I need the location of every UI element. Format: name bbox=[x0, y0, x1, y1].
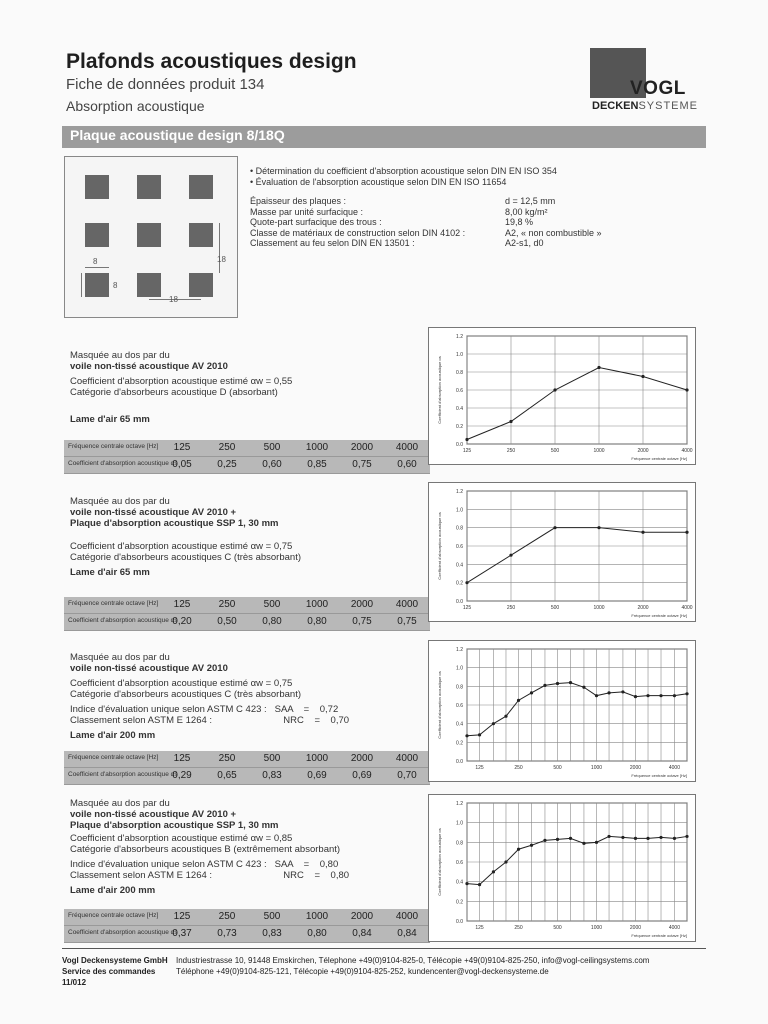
dimension-label: 8 bbox=[113, 281, 118, 290]
data-point bbox=[685, 835, 688, 838]
property-label: Classement au feu selon DIN EN 13501 : bbox=[250, 238, 415, 248]
data-point bbox=[553, 388, 556, 391]
data-point bbox=[597, 366, 600, 369]
section-air-gap: Lame d'air 65 mm bbox=[70, 414, 150, 425]
frequency-cell: 500 bbox=[263, 753, 281, 764]
footer-right bbox=[176, 955, 649, 977]
section-air-gap: Lame d'air 65 mm bbox=[70, 567, 150, 578]
coefficient-cell: 0,84 bbox=[397, 928, 417, 939]
coefficient-cell: 0,83 bbox=[262, 928, 282, 939]
x-tick-label: 1000 bbox=[590, 925, 603, 931]
coefficient-cell: 0,65 bbox=[217, 770, 237, 781]
dimension-line bbox=[85, 267, 109, 268]
y-tick-label: 0.6 bbox=[456, 860, 463, 866]
chart-svg bbox=[429, 483, 695, 621]
section-line: Masquée au dos par du bbox=[70, 496, 170, 507]
section-index: Indice d'évaluation unique selon ASTM C 423 : SAA = 0,80 bbox=[70, 859, 339, 870]
frequency-cell: 4000 bbox=[395, 753, 419, 764]
y-tick-label: 0.0 bbox=[456, 919, 463, 925]
footer-code: 11/012 bbox=[62, 978, 87, 987]
y-tick-label: 0.2 bbox=[456, 740, 463, 747]
data-point bbox=[465, 734, 468, 737]
data-point bbox=[465, 882, 468, 885]
y-tick-label: 0.4 bbox=[456, 879, 463, 886]
property-value: A2-s1, d0 bbox=[505, 238, 544, 248]
frequency-cell: 1000 bbox=[305, 599, 329, 610]
data-point bbox=[673, 837, 676, 840]
table-row bbox=[64, 926, 430, 943]
y-tick-label: 0.6 bbox=[456, 703, 463, 709]
data-point bbox=[685, 388, 688, 391]
chart-svg bbox=[429, 641, 695, 781]
section-line-bold: Plaque d'absorption acoustique SSP 1, 30 mm bbox=[70, 820, 279, 831]
x-tick-label: 2000 bbox=[629, 925, 642, 931]
data-point bbox=[595, 841, 598, 844]
x-tick-label: 1000 bbox=[590, 765, 603, 771]
frequency-cell: 250 bbox=[218, 442, 236, 453]
coefficient-label: Coefficient d'absorption acoustique αs bbox=[68, 460, 178, 467]
property-label: Quote-part surfacique des trous : bbox=[250, 217, 382, 227]
section-3-text bbox=[70, 652, 349, 741]
frequency-cell: 4000 bbox=[395, 599, 419, 610]
perforation-square bbox=[85, 223, 109, 247]
frequency-cell: 1000 bbox=[305, 442, 329, 453]
data-point bbox=[509, 554, 512, 557]
coefficient-label: Coefficient d'absorption acoustique αs bbox=[68, 771, 178, 778]
frequency-label: Fréquence centrale octave [Hz] bbox=[68, 754, 159, 761]
x-tick-label: 1000 bbox=[593, 448, 605, 454]
section-index: Indice d'évaluation unique selon ASTM C 423 : SAA = 0,72 bbox=[70, 704, 339, 715]
y-tick-label: 0.4 bbox=[456, 562, 463, 569]
section-4-text bbox=[70, 798, 349, 896]
x-tick-label: 125 bbox=[475, 925, 484, 931]
frequency-cell: 125 bbox=[173, 442, 191, 453]
x-tick-label: 500 bbox=[553, 765, 562, 771]
footer-company: Vogl Deckensysteme GmbH bbox=[62, 956, 168, 965]
y-tick-label: 0.4 bbox=[456, 406, 463, 412]
coefficient-cell: 0,84 bbox=[352, 928, 372, 939]
data-point bbox=[595, 694, 598, 697]
data-point bbox=[504, 860, 507, 863]
data-point bbox=[646, 694, 649, 697]
page-title: Plafonds acoustiques design bbox=[66, 50, 357, 73]
property-label: Épaisseur des plaques : bbox=[250, 196, 347, 206]
chart-svg bbox=[429, 328, 695, 464]
perforation-square bbox=[137, 273, 161, 297]
dimension-label: 8 bbox=[93, 257, 98, 266]
dimension-label: 18 bbox=[169, 295, 178, 304]
y-axis-label: Coefficient d'absorption acoustique αs bbox=[437, 356, 442, 424]
frequency-cell: 1000 bbox=[305, 753, 329, 764]
section-class: Classement selon ASTM E 1264 : NRC = 0,80 bbox=[70, 870, 350, 881]
coefficient-cell: 0,60 bbox=[397, 459, 417, 470]
section-air-gap: Lame d'air 200 mm bbox=[70, 885, 156, 896]
data-point bbox=[673, 694, 676, 697]
frequency-cell: 125 bbox=[173, 599, 191, 610]
data-point bbox=[569, 681, 572, 684]
x-tick-label: 2000 bbox=[629, 765, 642, 771]
y-axis-label: Coefficient d'absorption acoustique αs bbox=[437, 671, 442, 739]
y-axis-label: Coefficient d'absorption acoustique αs bbox=[437, 828, 442, 896]
property-label: Classe de matériaux de construction selon DIN 4102 : bbox=[250, 227, 466, 238]
data-point bbox=[509, 420, 512, 423]
frequency-cell: 250 bbox=[218, 911, 236, 922]
section-4-table bbox=[64, 909, 430, 943]
x-axis-label: Fréquence centrale octave [Hz] bbox=[631, 773, 687, 778]
series-line bbox=[467, 683, 687, 736]
data-point bbox=[530, 844, 533, 847]
y-tick-label: 1.0 bbox=[456, 507, 463, 514]
property-value: 19,8 % bbox=[505, 217, 534, 227]
property-values bbox=[505, 196, 602, 249]
perforation-square bbox=[85, 175, 109, 199]
section-coef: Coefficient d'absorption acoustique estimé αw = 0,55 bbox=[70, 376, 293, 387]
y-tick-label: 1.2 bbox=[456, 489, 463, 495]
coefficient-cell: 0,20 bbox=[172, 616, 192, 627]
perforation-drawing bbox=[64, 156, 238, 318]
data-point bbox=[641, 375, 644, 378]
table-row bbox=[64, 440, 430, 457]
standard-item: • Détermination du coefficient d'absorption acoustique selon DIN EN ISO 354 bbox=[250, 166, 557, 176]
data-point bbox=[685, 531, 688, 534]
product-name: Plaque acoustique design 8/18Q bbox=[70, 127, 285, 143]
x-tick-label: 125 bbox=[475, 765, 484, 771]
section-coef: Coefficient d'absorption acoustique estimé αw = 0,85 bbox=[70, 833, 293, 844]
data-point bbox=[634, 695, 637, 698]
section-1-table bbox=[64, 440, 430, 474]
section-category: Catégorie d'absorbeurs acoustique D (absorbant) bbox=[70, 387, 278, 398]
coefficient-cell: 0,70 bbox=[397, 770, 417, 781]
logo-tagline: DECKENSYSTEME bbox=[592, 100, 699, 112]
x-tick-label: 250 bbox=[506, 448, 516, 454]
coefficient-label: Coefficient d'absorption acoustique αs bbox=[68, 929, 178, 936]
y-tick-label: 0.2 bbox=[456, 899, 463, 906]
x-tick-label: 125 bbox=[462, 605, 472, 611]
coefficient-cell: 0,73 bbox=[217, 928, 237, 939]
table-row bbox=[64, 768, 430, 785]
section-line: Masquée au dos par du bbox=[70, 798, 170, 809]
frequency-cell: 1000 bbox=[305, 911, 329, 922]
y-tick-label: 1.0 bbox=[456, 352, 463, 358]
dimension-line bbox=[81, 273, 82, 297]
frequency-cell: 250 bbox=[218, 753, 236, 764]
table-row bbox=[64, 909, 430, 926]
y-tick-label: 0.6 bbox=[456, 388, 463, 394]
data-point bbox=[478, 733, 481, 736]
x-axis-label: Fréquence centrale octave [Hz] bbox=[631, 456, 687, 461]
frequency-cell: 2000 bbox=[350, 753, 374, 764]
y-tick-label: 0.2 bbox=[456, 424, 463, 430]
frequency-cell: 2000 bbox=[350, 911, 374, 922]
data-point bbox=[607, 691, 610, 694]
perforation-square bbox=[189, 175, 213, 199]
data-point bbox=[465, 438, 468, 441]
property-value: 8,00 kg/m² bbox=[505, 206, 548, 217]
coefficient-cell: 0,37 bbox=[172, 928, 192, 939]
x-tick-label: 2000 bbox=[637, 605, 649, 611]
coefficient-cell: 0,75 bbox=[352, 616, 372, 627]
x-axis-label: Fréquence centrale octave [Hz] bbox=[631, 613, 687, 618]
y-tick-label: 0.0 bbox=[456, 759, 463, 765]
frequency-cell: 4000 bbox=[395, 911, 419, 922]
section-line-bold: voile non-tissé acoustique AV 2010 bbox=[70, 361, 228, 372]
y-tick-label: 1.2 bbox=[456, 801, 463, 807]
y-tick-label: 0.0 bbox=[456, 599, 463, 605]
perforation-square bbox=[137, 175, 161, 199]
data-point bbox=[517, 848, 520, 851]
x-tick-label: 250 bbox=[514, 925, 523, 931]
standards-list bbox=[250, 166, 557, 188]
frequency-cell: 4000 bbox=[395, 442, 419, 453]
data-point bbox=[582, 686, 585, 689]
data-point bbox=[553, 526, 556, 529]
section-4-chart bbox=[428, 794, 696, 942]
data-point bbox=[504, 715, 507, 718]
section-line-bold: voile non-tissé acoustique AV 2010 + bbox=[70, 809, 237, 820]
section-air-gap: Lame d'air 200 mm bbox=[70, 730, 156, 741]
x-tick-label: 2000 bbox=[637, 448, 649, 454]
y-tick-label: 1.2 bbox=[456, 334, 463, 340]
coefficient-cell: 0,25 bbox=[217, 459, 237, 470]
data-point bbox=[597, 526, 600, 529]
section-line: Masquée au dos par du bbox=[70, 652, 170, 663]
data-point bbox=[543, 684, 546, 687]
coefficient-cell: 0,50 bbox=[217, 616, 237, 627]
coefficient-cell: 0,69 bbox=[307, 770, 327, 781]
data-point bbox=[465, 581, 468, 584]
y-tick-label: 0.8 bbox=[456, 840, 463, 847]
data-point bbox=[556, 682, 559, 685]
coefficient-cell: 0,75 bbox=[397, 616, 417, 627]
footer-address: Industriestrasse 10, 91448 Emskirchen, Télephone +49(0)9104-825-0, Télécopie +49(0)9104-825-250, info@vogl-ceilingsystems.com bbox=[176, 956, 650, 965]
y-tick-label: 0.6 bbox=[456, 544, 463, 550]
frequency-cell: 125 bbox=[173, 753, 191, 764]
data-point bbox=[492, 722, 495, 725]
section-1-text bbox=[70, 350, 292, 425]
data-point bbox=[621, 690, 624, 693]
frequency-cell: 500 bbox=[263, 911, 281, 922]
coefficient-cell: 0,85 bbox=[307, 459, 327, 470]
data-point bbox=[607, 835, 610, 838]
coefficient-cell: 0,60 bbox=[262, 459, 282, 470]
perforation-square bbox=[137, 223, 161, 247]
frequency-label: Fréquence centrale octave [Hz] bbox=[68, 443, 159, 450]
y-tick-label: 0.4 bbox=[456, 721, 463, 728]
section-category: Catégorie d'absorbeurs acoustiques C (très absorbant) bbox=[70, 689, 301, 700]
data-point bbox=[659, 694, 662, 697]
y-tick-label: 1.0 bbox=[456, 820, 463, 827]
coefficient-cell: 0,29 bbox=[172, 770, 192, 781]
property-labels bbox=[250, 196, 465, 249]
x-tick-label: 125 bbox=[462, 448, 472, 454]
data-point bbox=[634, 837, 637, 840]
perforation-square bbox=[189, 223, 213, 247]
y-tick-label: 1.0 bbox=[456, 665, 463, 672]
data-point bbox=[478, 883, 481, 886]
data-point bbox=[530, 691, 533, 694]
coefficient-cell: 0,80 bbox=[307, 616, 327, 627]
perforation-square bbox=[189, 273, 213, 297]
coefficient-cell: 0,83 bbox=[262, 770, 282, 781]
section-coef: Coefficient d'absorption acoustique estimé αw = 0,75 bbox=[70, 541, 293, 552]
x-tick-label: 1000 bbox=[593, 605, 605, 611]
section-category: Catégorie d'absorbeurs acoustiques B (extrêmement absorbant) bbox=[70, 844, 341, 855]
property-value: d = 12,5 mm bbox=[505, 196, 556, 206]
section-coef: Coefficient d'absorption acoustique estimé αw = 0,75 bbox=[70, 678, 293, 689]
logo-brand: VOGL bbox=[630, 78, 686, 99]
x-tick-label: 4000 bbox=[681, 605, 693, 611]
subtitle: Fiche de données produit 134 bbox=[66, 76, 265, 93]
table-row bbox=[64, 751, 430, 768]
x-tick-label: 4000 bbox=[681, 448, 693, 454]
section-2-table bbox=[64, 597, 430, 631]
property-label: Masse par unité surfacique : bbox=[250, 206, 364, 217]
perforation-square bbox=[85, 273, 109, 297]
x-tick-label: 500 bbox=[550, 448, 560, 454]
data-point bbox=[646, 837, 649, 840]
x-tick-label: 4000 bbox=[668, 765, 681, 771]
footer-service: Service des commandes bbox=[62, 967, 156, 976]
section-2-text bbox=[70, 496, 301, 578]
y-tick-label: 1.2 bbox=[456, 647, 463, 653]
series-line bbox=[467, 836, 687, 884]
section-line-bold: voile non-tissé acoustique AV 2010 bbox=[70, 663, 228, 674]
data-point bbox=[641, 531, 644, 534]
subtitle-secondary: Absorption acoustique bbox=[66, 98, 205, 114]
section-1-chart bbox=[428, 327, 696, 465]
data-point bbox=[492, 870, 495, 873]
frequency-cell: 125 bbox=[173, 911, 191, 922]
coefficient-label: Coefficient d'absorption acoustique αs bbox=[68, 617, 178, 624]
frequency-cell: 2000 bbox=[350, 442, 374, 453]
frequency-cell: 500 bbox=[263, 442, 281, 453]
chart-svg bbox=[429, 795, 695, 941]
section-3-chart bbox=[428, 640, 696, 782]
y-tick-label: 0.2 bbox=[456, 580, 463, 587]
y-tick-label: 0.0 bbox=[456, 442, 463, 448]
frequency-label: Fréquence centrale octave [Hz] bbox=[68, 912, 159, 919]
footer-divider bbox=[62, 948, 706, 949]
data-point bbox=[621, 836, 624, 839]
dimension-line bbox=[219, 223, 220, 273]
dimension-label: 18 bbox=[217, 255, 226, 264]
x-axis-label: Fréquence centrale octave [Hz] bbox=[631, 933, 687, 938]
data-point bbox=[582, 842, 585, 845]
x-tick-label: 500 bbox=[550, 605, 560, 611]
data-point bbox=[517, 699, 520, 702]
coefficient-cell: 0,69 bbox=[352, 770, 372, 781]
data-point bbox=[543, 839, 546, 842]
x-tick-label: 250 bbox=[506, 605, 516, 611]
table-row bbox=[64, 457, 430, 474]
y-tick-label: 0.8 bbox=[456, 525, 463, 532]
section-2-chart bbox=[428, 482, 696, 622]
frequency-cell: 2000 bbox=[350, 599, 374, 610]
frequency-label: Fréquence centrale octave [Hz] bbox=[68, 600, 159, 607]
frequency-cell: 250 bbox=[218, 599, 236, 610]
y-tick-label: 0.8 bbox=[456, 684, 463, 691]
footer-left bbox=[62, 955, 168, 988]
y-axis-label: Coefficient d'absorption acoustique αs bbox=[437, 512, 442, 580]
x-tick-label: 500 bbox=[553, 925, 562, 931]
data-point bbox=[685, 692, 688, 695]
data-point bbox=[556, 838, 559, 841]
series-line bbox=[467, 368, 687, 440]
company-logo bbox=[590, 48, 710, 118]
section-class: Classement selon ASTM E 1264 : NRC = 0,70 bbox=[70, 715, 350, 726]
property-value: A2, « non combustible » bbox=[505, 227, 602, 238]
data-point bbox=[569, 837, 572, 840]
section-3-table bbox=[64, 751, 430, 785]
section-line-bold: Plaque d'absorption acoustique SSP 1, 30 mm bbox=[70, 518, 279, 529]
section-line-bold: voile non-tissé acoustique AV 2010 + bbox=[70, 507, 237, 518]
table-row bbox=[64, 614, 430, 631]
series-line bbox=[467, 528, 687, 583]
frequency-cell: 500 bbox=[263, 599, 281, 610]
table-row bbox=[64, 597, 430, 614]
coefficient-cell: 0,75 bbox=[352, 459, 372, 470]
section-line: Masquée au dos par du bbox=[70, 350, 170, 361]
x-tick-label: 4000 bbox=[668, 925, 681, 931]
coefficient-cell: 0,80 bbox=[307, 928, 327, 939]
footer-contact: Téléphone +49(0)9104-825-121, Télécopie +49(0)9104-825-252, kundencenter@vogl-deckensysteme.de bbox=[176, 967, 549, 976]
standard-item: • Évaluation de l'absorption acoustique selon DIN EN ISO 11654 bbox=[250, 177, 507, 187]
data-point bbox=[659, 836, 662, 839]
x-tick-label: 250 bbox=[514, 765, 523, 771]
coefficient-cell: 0,05 bbox=[172, 459, 192, 470]
section-category: Catégorie d'absorbeurs acoustiques C (très absorbant) bbox=[70, 552, 301, 563]
y-tick-label: 0.8 bbox=[456, 370, 463, 376]
coefficient-cell: 0,80 bbox=[262, 616, 282, 627]
